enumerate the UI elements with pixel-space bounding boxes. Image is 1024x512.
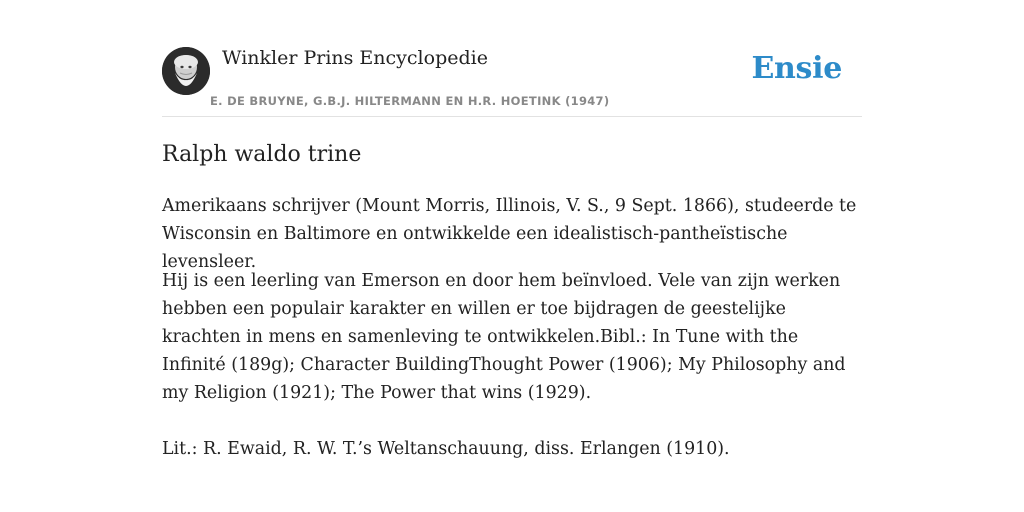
avatar-portrait-icon (162, 47, 210, 95)
article-paragraph: Lit.: R. Ewaid, R. W. T.’s Weltanschauung, diss. Erlangen (1910). (162, 439, 730, 459)
author-avatar[interactable] (162, 47, 210, 95)
author-byline: E. DE BRUYNE, G.B.J. HILTERMANN EN H.R. HOETINK (1947) (210, 94, 610, 108)
site-title[interactable]: Winkler Prins Encyclopedie (222, 47, 488, 69)
page-container (162, 0, 862, 459)
article-paragraph: Amerikaans schrijver (Mount Morris, Illinois, V. S., 9 Sept. 1866), studeerde te Wisconsin en Baltimore en ontwikkelde een idealistisch-pantheïstische levensleer. (162, 196, 857, 272)
article-paragraph: Hij is een leerling van Emerson en door hem beïnvloed. Vele van zijn werken hebben een populair karakter en willen er toe bijdragen de geestelijke krachten in mens en samenleving te ontwikkelen.Bibl.: In Tune with the Infinité (189g); Character BuildingThought Power (1906); My Philosophy and my Religion (1921); The Power that wins (1929). (162, 271, 846, 403)
ensie-logo-link[interactable]: Ensie (751, 51, 842, 86)
header (162, 0, 862, 117)
article-title: Ralph waldo trine (162, 142, 362, 167)
